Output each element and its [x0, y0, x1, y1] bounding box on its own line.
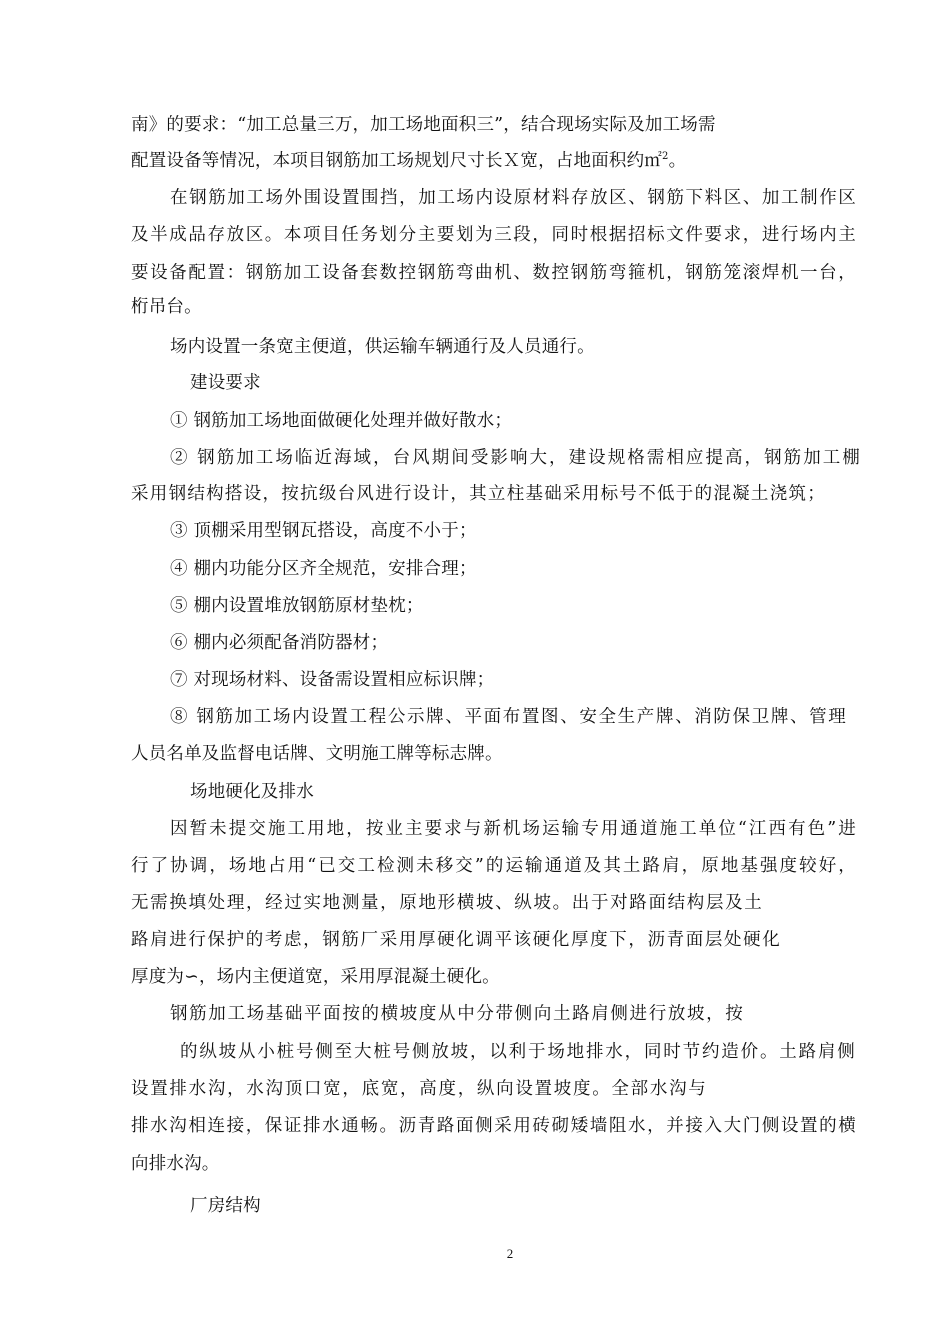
list-item: ③ 顶棚采用型钢瓦搭设，高度不小于；: [170, 521, 477, 541]
paragraph-line: 场内设置一条宽主便道，供运输车辆通行及人员通行。: [170, 337, 595, 357]
paragraph-line: 的纵坡从小桩号侧至大桩号侧放坡，以利于场地排水，同时节约造价。土路肩侧: [180, 1042, 855, 1062]
paragraph-line: 要设备配置：钢筋加工设备套数控钢筋弯曲机、数控钢筋弯箍机，钢筋笼滚焊机一台，: [131, 263, 856, 283]
line-text: 配置设备等情况，本项目钢筋加工场规划尺寸长Ｘ宽，占地面积约㎡: [131, 151, 662, 171]
section-heading: 建设要求: [190, 373, 261, 393]
paragraph-line: 无需换填处理，经过实地测量，原地形横坡、纵坡。出于对路面结构层及土: [131, 893, 762, 913]
paragraph-line: 设置排水沟，水沟顶口宽，底宽，高度，纵向设置坡度。全部水沟与: [131, 1079, 706, 1099]
list-item: ⑧ 钢筋加工场内设置工程公示牌、平面布置图、安全生产牌、消防保卫牌、管理: [170, 707, 846, 727]
paragraph-line: 行了协调，场地占用“已交工检测未移交”的运输通道及其土路肩，原地基强度较好，: [131, 856, 856, 876]
page-number: 2: [506, 1246, 514, 1261]
line-end-period: 。: [668, 151, 687, 171]
section-heading: 场地硬化及排水: [190, 782, 314, 802]
paragraph-line: 采用钢结构搭设，按抗级台风进行设计，其立柱基础采用标号不低于的混凝土浇筑；: [131, 484, 825, 504]
paragraph-line: 因暂未提交施工用地，按业主要求与新机场运输专用通道施工单位“江西有色”进: [170, 819, 856, 839]
paragraph-line: 钢筋加工场基础平面按的横坡度从中分带侧向土路肩侧进行放坡，按: [170, 1004, 743, 1024]
paragraph-line: 向排水沟。: [131, 1154, 220, 1174]
paragraph-line: 厚度为∽，场内主便道宽，采用厚混凝土硬化。: [131, 967, 500, 987]
paragraph-line: 桁吊台。: [131, 297, 202, 317]
paragraph-line: 路肩进行保护的考虑，钢筋厂采用厚硬化调平该硬化厚度下，沥青面层处硬化: [131, 930, 780, 950]
paragraph-line: 在钢筋加工场外围设置围挡，加工场内设原材料存放区、钢筋下料区、加工制作区: [170, 188, 856, 208]
paragraph-line: 南》的要求：“加工总量三万，加工场地面积三”，结合现场实际及加工场需: [131, 115, 716, 135]
list-item: ④ 棚内功能分区齐全规范，安排合理；: [170, 559, 477, 579]
section-heading: 厂房结构: [190, 1196, 261, 1216]
list-item: ② 钢筋加工场临近海域，台风期间受影响大，建设规格需相应提高，钢筋加工棚: [170, 448, 860, 468]
list-item: ⑤ 棚内设置堆放钢筋原材垫枕；: [170, 596, 424, 616]
paragraph-line: 及半成品存放区。本项目任务划分主要划为三段，同时根据招标文件要求，进行场内主: [131, 225, 856, 245]
paragraph-line: 人员名单及监督电话牌、文明施工牌等标志牌。: [131, 744, 503, 764]
list-item: ⑥ 棚内必须配备消防器材；: [170, 633, 389, 653]
superscript-2: 2: [662, 151, 669, 163]
list-item: ① 钢筋加工场地面做硬化处理并做好散水；: [170, 411, 513, 431]
paragraph-line: 排水沟相连接，保证排水通畅。沥青路面侧采用砖砌矮墙阻水，并接入大门侧设置的横: [131, 1116, 856, 1136]
list-item: ⑦ 对现场材料、设备需设置相应标识牌；: [170, 670, 495, 690]
paragraph-line: [131, 150, 686, 172]
